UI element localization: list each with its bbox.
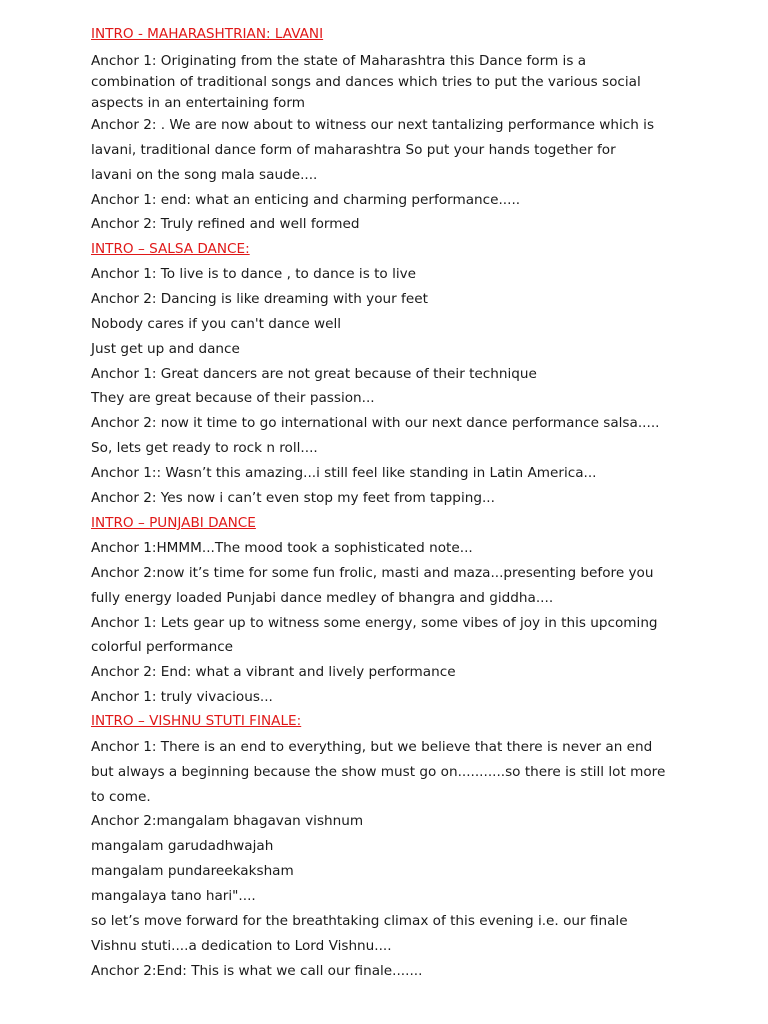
text-line: Just get up and dance — [91, 341, 240, 357]
section-heading-vishnu-stuti: INTRO – VISHNU STUTI FINALE: — [91, 713, 302, 729]
section-heading-punjabi: INTRO – PUNJABI DANCE — [91, 515, 256, 531]
text-line: lavani, traditional dance form of maharashtra So put your hands together for — [91, 142, 616, 158]
text-line: Anchor 2: Truly refined and well formed — [91, 216, 360, 232]
text-line: mangalam garudadhwajah — [91, 838, 274, 854]
text-line: So, lets get ready to rock n roll.... — [91, 440, 318, 456]
text-line: Anchor 2: . We are now about to witness our next tantalizing performance which is — [91, 117, 655, 133]
text-line: Anchor 1: Originating from the state of Maharashtra this Dance form is a — [91, 53, 587, 69]
text-line: aspects in an entertaining form — [91, 95, 305, 111]
text-line: Anchor 1:HMMM...The mood took a sophisticated note... — [91, 540, 473, 556]
text-line: Anchor 1:: Wasn’t this amazing...i still feel like standing in Latin America... — [91, 465, 597, 481]
text-line: Anchor 1: To live is to dance , to dance is to live — [91, 266, 417, 282]
text-line: but always a beginning because the show must go on...........so there is still lot more — [91, 764, 666, 780]
text-line: colorful performance — [91, 639, 234, 655]
text-line: Anchor 1: There is an end to everything, but we believe that there is never an end — [91, 739, 653, 755]
text-line: fully energy loaded Punjabi dance medley of bhangra and giddha.... — [91, 590, 554, 606]
text-line: lavani on the song mala saude.... — [91, 167, 318, 183]
text-line: They are great because of their passion... — [91, 390, 375, 406]
section-heading-salsa: INTRO – SALSA DANCE: — [91, 241, 250, 257]
text-line: Anchor 1: truly vivacious... — [91, 689, 273, 705]
text-line: Anchor 2: now it time to go international with our next dance performance salsa..... — [91, 415, 660, 431]
text-line: Anchor 2:End: This is what we call our finale....... — [91, 963, 423, 979]
text-line: mangalaya tano hari".... — [91, 888, 256, 904]
text-line: Vishnu stuti....a dedication to Lord Vishnu.... — [91, 938, 392, 954]
text-line: combination of traditional songs and dances which tries to put the various social — [91, 74, 641, 90]
text-line: Anchor 2: Yes now i can’t even stop my feet from tapping... — [91, 490, 495, 506]
text-line: mangalam pundareekaksham — [91, 863, 294, 879]
text-line: Anchor 2: Dancing is like dreaming with your feet — [91, 291, 428, 307]
text-line: Anchor 2:now it’s time for some fun frolic, masti and maza...presenting before you — [91, 565, 654, 581]
text-line: Anchor 1: end: what an enticing and charming performance..... — [91, 192, 521, 208]
text-line: Anchor 2: End: what a vibrant and lively performance — [91, 664, 456, 680]
text-line: Nobody cares if you can't dance well — [91, 316, 342, 332]
text-line: so let’s move forward for the breathtaking climax of this evening i.e. our finale — [91, 913, 628, 929]
text-line: Anchor 1: Great dancers are not great because of their technique — [91, 366, 537, 382]
text-line: Anchor 2:mangalam bhagavan vishnum — [91, 813, 364, 829]
section-heading-lavani: INTRO - MAHARASHTRIAN: LAVANI — [91, 26, 324, 42]
text-line: to come. — [91, 789, 151, 805]
text-line: Anchor 1: Lets gear up to witness some energy, some vibes of joy in this upcoming — [91, 615, 658, 631]
